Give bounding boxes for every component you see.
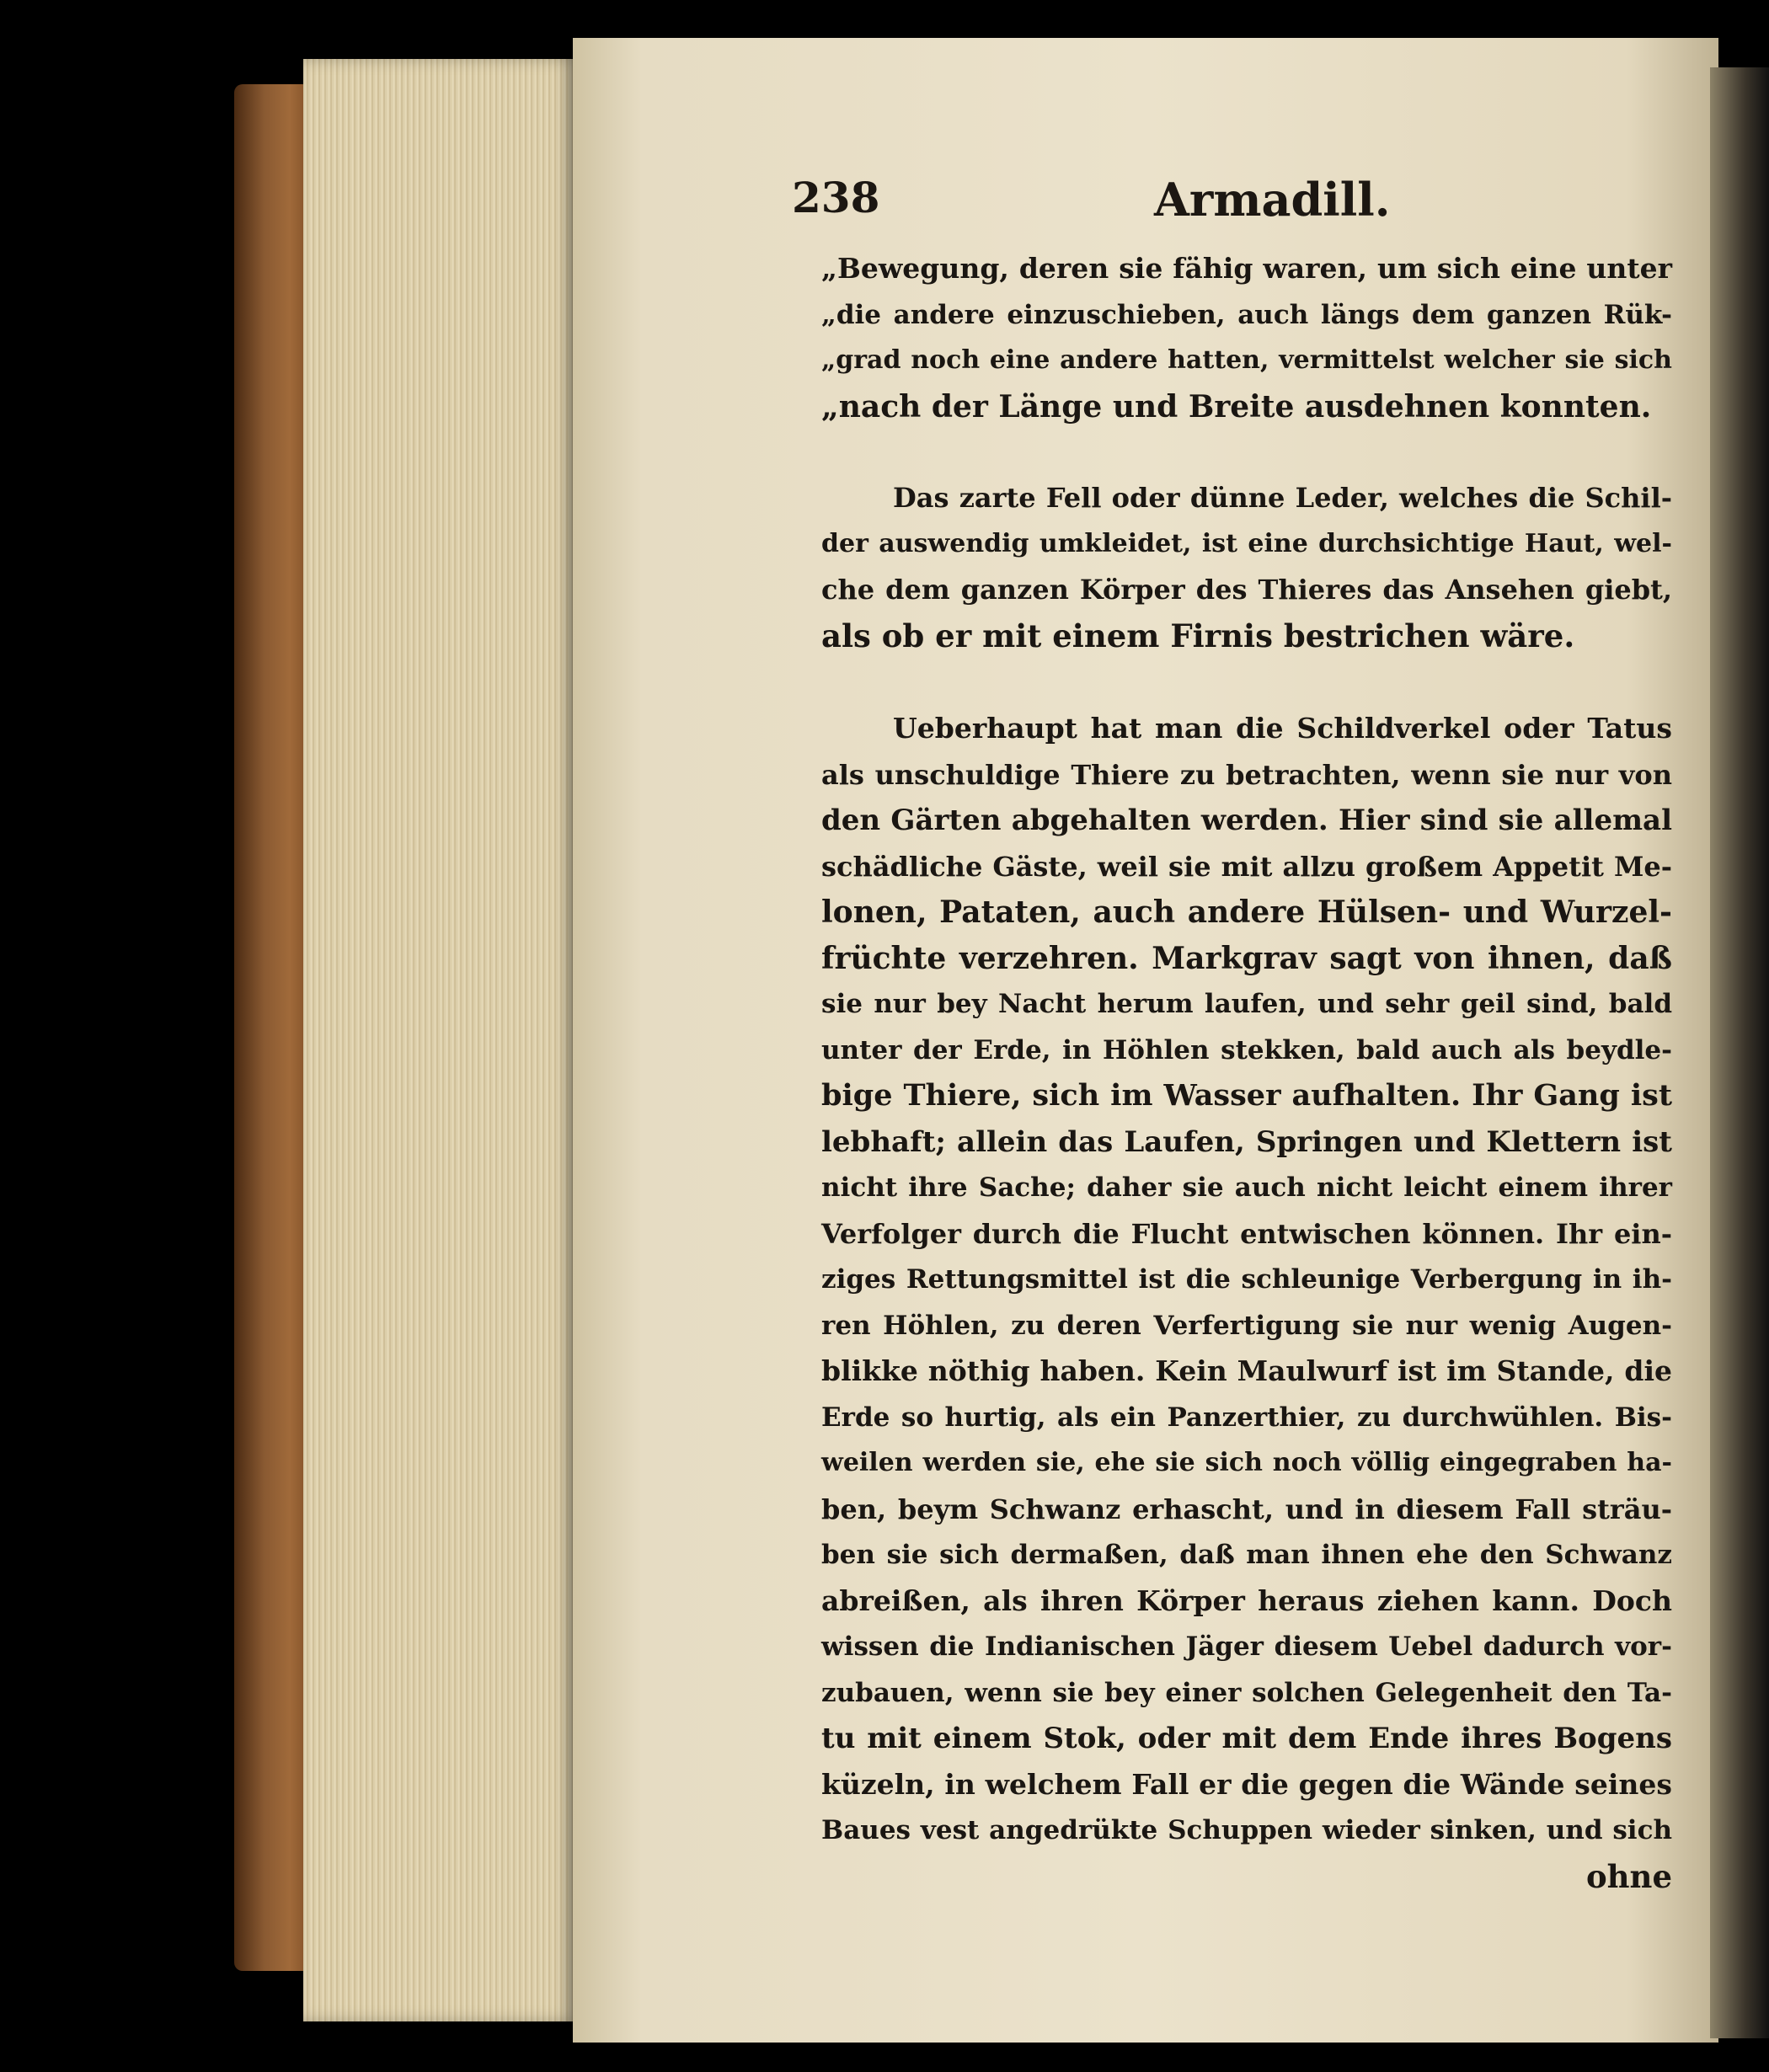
- text-line: lonen, Pataten, auch andere Hülsen- und Wurzel-: [821, 894, 1672, 930]
- paragraph-2: [821, 475, 1672, 659]
- text-line: „Bewegung, deren sie fähig waren, um sich eine unter: [821, 252, 1672, 285]
- text-line: weilen werden sie, ehe sie sich noch völlig eingegraben ha-: [821, 1448, 1672, 1477]
- text-line: Baues vest angedrükte Schuppen wieder sinken, und sich: [821, 1815, 1672, 1845]
- gutter-shadow: [1710, 67, 1769, 2038]
- text-line: als ob er mit einem Firnis bestrichen wäre.: [821, 617, 1575, 654]
- text-line: Das zarte Fell oder dünne Leder, welches die Schil-: [893, 482, 1672, 514]
- text-line: schädliche Gäste, weil sie mit allzu großem Appetit Me-: [821, 850, 1672, 883]
- text-line: Ueberhaupt hat man die Schildverkel oder Tatus: [893, 712, 1672, 745]
- text-line: „nach der Länge und Breite ausdehnen konnten.: [821, 388, 1652, 425]
- text-line: blikke nöthig haben. Kein Maulwurf ist im Stande, die: [821, 1354, 1672, 1387]
- body-text: [821, 246, 1672, 1899]
- text-line: ben sie sich dermaßen, daß man ihnen ehe den Schwanz: [821, 1540, 1672, 1570]
- text-line: sie nur bey Nacht herum laufen, und sehr geil sind, bald: [821, 989, 1672, 1019]
- text-line: zubauen, wenn sie bey einer solchen Gelegenheit den Ta-: [821, 1677, 1672, 1708]
- text-line: Verfolger durch die Flucht entwischen können. Ihr ein-: [821, 1217, 1672, 1250]
- running-head: Armadill.: [1154, 173, 1391, 227]
- text-line: ziges Rettungsmittel ist die schleunige Verbergung in ih-: [821, 1264, 1672, 1295]
- text-line: Erde so hurtig, als ein Panzerthier, zu durchwühlen. Bis-: [821, 1402, 1672, 1433]
- text-line: küzeln, in welchem Fall er die gegen die Wände seines: [821, 1767, 1672, 1801]
- text-line: abreißen, als ihren Körper heraus ziehen kann. Doch: [821, 1583, 1672, 1617]
- text-line: ren Höhlen, zu deren Verfertigung sie nur wenig Augen-: [821, 1310, 1672, 1341]
- text-line: wissen die Indianischen Jäger diesem Uebel dadurch vor-: [821, 1631, 1672, 1662]
- text-line: „die andere einzuschieben, auch längs dem ganzen Rük-: [821, 299, 1672, 330]
- page-number: 238: [792, 173, 880, 222]
- text-line: als unschuldige Thiere zu betrachten, wenn sie nur von: [821, 758, 1672, 791]
- paragraph-1: [821, 246, 1672, 430]
- page-stack-edges: [303, 59, 581, 2021]
- text-line: nicht ihre Sache; daher sie auch nicht leicht einem ihrer: [821, 1172, 1672, 1203]
- text-line: früchte verzehren. Markgrav sagt von ihnen, daß: [821, 940, 1672, 976]
- text-line: che dem ganzen Körper des Thieres das Ansehen giebt,: [821, 574, 1672, 606]
- text-line: bige Thiere, sich im Wasser aufhalten. Ihr Gang ist: [821, 1078, 1672, 1113]
- text-line: unter der Erde, in Höhlen stekken, bald auch als beydle-: [821, 1034, 1672, 1065]
- catchword: ohne: [1585, 1857, 1672, 1895]
- paragraph-3: [821, 706, 1672, 1854]
- text-line: tu mit einem Stok, oder mit dem Ende ihres Bogens: [821, 1722, 1672, 1755]
- text-line: lebhaft; allein das Laufen, Springen und Klettern ist: [821, 1124, 1672, 1159]
- text-line: den Gärten abgehalten werden. Hier sind sie allemal: [821, 804, 1672, 837]
- text-line: ben, beym Schwanz erhascht, und in diesem Fall sträu-: [821, 1493, 1672, 1525]
- text-line: „grad noch eine andere hatten, vermittelst welcher sie sich: [821, 345, 1672, 375]
- text-line: der auswendig umkleidet, ist eine durchsichtige Haut, wel-: [821, 528, 1672, 558]
